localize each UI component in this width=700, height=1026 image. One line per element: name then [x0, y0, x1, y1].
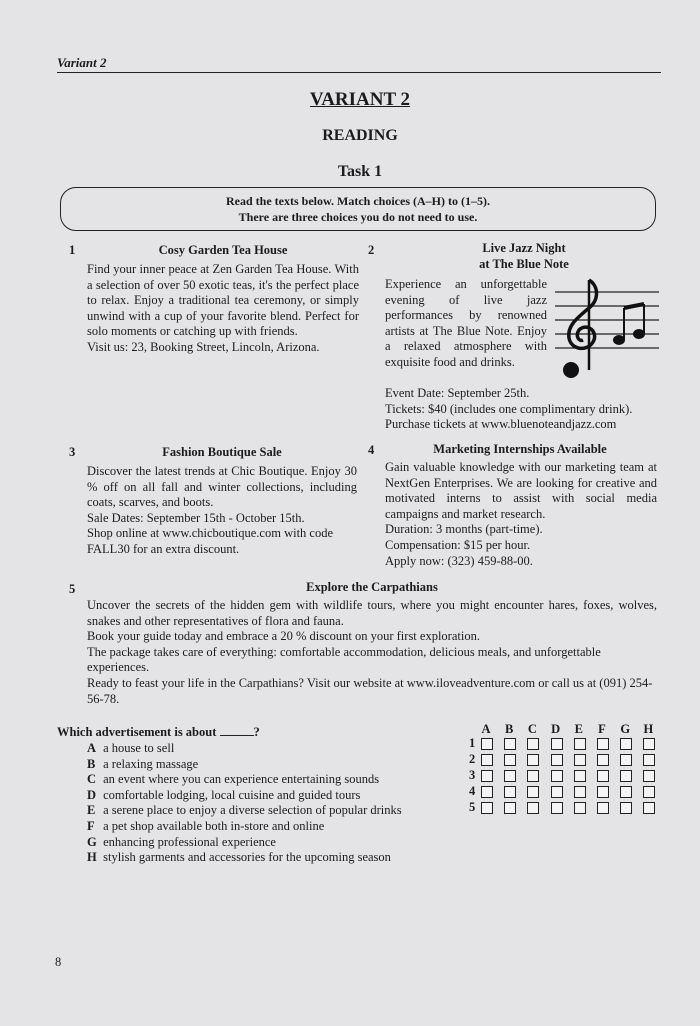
answer-checkbox-2-b[interactable]	[504, 754, 516, 766]
ad-body-2	[385, 277, 547, 371]
answer-checkbox-1-g[interactable]	[620, 738, 632, 750]
option-text: a serene place to enjoy a diverse selection of popular drinks	[103, 803, 402, 818]
header-divider	[57, 72, 661, 73]
answer-checkbox-4-g[interactable]	[620, 786, 632, 798]
answer-checkbox-3-h[interactable]	[643, 770, 655, 782]
answer-checkbox-3-g[interactable]	[620, 770, 632, 782]
answer-checkbox-4-c[interactable]	[527, 786, 539, 798]
question-blank	[220, 735, 254, 736]
ad-extra-3-1: Shop online at www.chicboutique.com with code	[87, 526, 334, 541]
answer-checkbox-2-g[interactable]	[620, 754, 632, 766]
question-prompt	[57, 725, 260, 740]
grid-row-number: 5	[469, 800, 476, 814]
grid-row-number: 4	[469, 784, 476, 798]
ad-number-5: 5	[69, 582, 76, 596]
ad-title-1: Cosy Garden Tea House	[158, 243, 288, 257]
answer-checkbox-2-a[interactable]	[481, 754, 493, 766]
option-letter: E	[87, 803, 96, 818]
ad-title-2-line-2: at The Blue Note	[479, 257, 569, 271]
ad-number-1: 1	[69, 243, 76, 257]
option-letter: H	[87, 850, 97, 865]
ad-extra-4-1: Compensation: $15 per hour.	[385, 537, 531, 552]
ad-extra-4-0: Duration: 3 months (part-time).	[385, 522, 543, 537]
page-title	[0, 89, 700, 111]
task-title: Task 1	[337, 163, 383, 180]
answer-checkbox-3-f[interactable]	[597, 770, 609, 782]
grid-column-header: D	[551, 722, 561, 736]
ad-text-3: Discover the latest trends at Chic Boutique. Enjoy 30 % off on all fall and winter collections, including coats, scarves, and boots.	[87, 464, 357, 510]
answer-checkbox-2-d[interactable]	[551, 754, 563, 766]
ad-text-1: Find your inner peace at Zen Garden Tea House. With a selection of over 50 exotic teas, it's the perfect place to relax. Enjoy a traditional tea ceremony, or simply unwind with a cup of your favorite blend. Perfect for solo moments or catching up with friends.	[87, 262, 359, 339]
answer-checkbox-3-b[interactable]	[504, 770, 516, 782]
ad-details-2	[385, 386, 665, 433]
option-letter: B	[87, 756, 96, 771]
ad-number-3: 3	[69, 445, 76, 459]
ad-title-4: Marketing Internships Available	[433, 442, 607, 456]
answer-checkbox-1-b[interactable]	[504, 738, 516, 750]
ad-text-5: Uncover the secrets of the hidden gem with wildlife tours, where you might encounter hares, foxes, wolves, snakes and other representatives of flora and fauna.	[87, 598, 657, 628]
answer-checkbox-2-f[interactable]	[597, 754, 609, 766]
option-text: a house to sell	[103, 741, 175, 755]
answer-checkbox-1-e[interactable]	[574, 738, 586, 750]
answer-checkbox-2-h[interactable]	[643, 754, 655, 766]
option-c	[87, 772, 402, 788]
answer-checkbox-4-b[interactable]	[504, 786, 516, 798]
ad-title-2-line-1: Live Jazz Night	[482, 241, 566, 255]
ad-body-5	[87, 598, 657, 707]
answer-checkbox-5-b[interactable]	[504, 802, 516, 814]
music-note-icon	[555, 278, 659, 384]
ad-title-2	[455, 240, 593, 272]
option-text: an event where you can experience entertaining sounds	[103, 772, 380, 787]
options-list	[87, 741, 402, 866]
instruction-line-2: There are three choices you do not need to use.	[238, 210, 478, 224]
option-b	[87, 757, 402, 773]
ad-body-1	[87, 262, 359, 356]
option-f	[87, 819, 402, 835]
ad-number-4: 4	[368, 443, 375, 457]
answer-checkbox-5-f[interactable]	[597, 802, 609, 814]
answer-checkbox-4-d[interactable]	[551, 786, 563, 798]
answer-checkbox-4-a[interactable]	[481, 786, 493, 798]
grid-column-header: C	[527, 722, 537, 736]
answer-checkbox-3-a[interactable]	[481, 770, 493, 782]
option-letter: G	[87, 834, 97, 849]
instruction-box	[60, 187, 656, 231]
answer-checkbox-2-c[interactable]	[527, 754, 539, 766]
ad-extra-3-0: Sale Dates: September 15th - October 15th.	[87, 510, 305, 525]
ad-text-2: Experience an unforgettable evening of live jazz performances by renowned artists at The Blue Note. Enjoy a relaxed atmosphere with exquisite food and drinks.	[385, 277, 547, 369]
ad-number-2: 2	[368, 243, 375, 257]
page-title-text: VARIANT 2	[309, 89, 411, 110]
answer-checkbox-1-f[interactable]	[597, 738, 609, 750]
question-prefix: Which advertisement is about	[57, 725, 217, 739]
answer-checkbox-3-d[interactable]	[551, 770, 563, 782]
ad-body-3	[87, 464, 357, 558]
grid-row-number: 3	[469, 768, 476, 782]
option-text: comfortable lodging, local cuisine and guided tours	[103, 787, 361, 802]
answer-checkbox-4-f[interactable]	[597, 786, 609, 798]
grid-column-header: E	[574, 722, 583, 736]
section-title: READING	[322, 127, 398, 144]
ad-extra-2-0: Event Date: September 25th.	[385, 386, 530, 400]
answer-checkbox-5-c[interactable]	[527, 802, 539, 814]
answer-checkbox-4-e[interactable]	[574, 786, 586, 798]
ad-extra-5-0: Book your guide today and embrace a 20 % discount on your first exploration.	[87, 629, 480, 644]
option-g	[87, 835, 402, 851]
answer-checkbox-3-c[interactable]	[527, 770, 539, 782]
grid-column-header: A	[481, 722, 491, 736]
question-suffix: ?	[253, 725, 260, 739]
answer-checkbox-5-d[interactable]	[551, 802, 563, 814]
option-letter: A	[87, 741, 97, 755]
grid-column-header: B	[505, 722, 514, 736]
answer-checkbox-5-e[interactable]	[574, 802, 586, 814]
ad-title-5: Explore the Carpathians	[306, 580, 438, 594]
grid-row-number: 2	[469, 752, 476, 766]
option-a	[87, 741, 402, 757]
grid-column-header: H	[643, 722, 654, 736]
option-h	[87, 850, 402, 866]
option-e	[87, 803, 402, 819]
option-text: enhancing professional experience	[103, 834, 276, 849]
ad-body-4	[385, 460, 657, 569]
option-text: stylish garments and accessories for the upcoming season	[103, 850, 391, 865]
ad-extra-2-2: Purchase tickets at www.bluenoteandjazz.com	[385, 417, 617, 432]
ad-extra-2-1: Tickets: $40 (includes one complimentary drink).	[385, 401, 633, 416]
option-letter: D	[87, 787, 97, 802]
instruction-line-1: Read the texts below. Match choices (A–H) to (1–5).	[226, 194, 490, 208]
answer-checkbox-5-h[interactable]	[643, 802, 655, 814]
answer-checkbox-5-g[interactable]	[620, 802, 632, 814]
answer-checkbox-2-e[interactable]	[574, 754, 586, 766]
answer-checkbox-4-h[interactable]	[643, 786, 655, 798]
grid-column-header: F	[598, 722, 606, 736]
ad-extra-3-2: FALL30 for an extra discount.	[87, 541, 240, 556]
ad-extra-4-2: Apply now: (323) 459-88-00.	[385, 553, 533, 568]
ad-text-4: Gain valuable knowledge with our marketing team at NextGen Enterprises. We are looking for creative and motivated interns to assist with social media campaigns and market research.	[385, 460, 657, 521]
grid-column-header: G	[620, 722, 631, 736]
page-number: 8	[55, 955, 62, 969]
answer-checkbox-1-d[interactable]	[551, 738, 563, 750]
answer-checkbox-3-e[interactable]	[574, 770, 586, 782]
ad-extra-5-2: Ready to feast your life in the Carpathians? Visit our website at www.iloveadventure.com or call us at (091) 254-56-78.	[87, 675, 653, 706]
option-d	[87, 788, 402, 804]
ad-extra-5-1: The package takes care of everything: comfortable accommodation, delicious meals, and unforgettable experiences.	[87, 644, 601, 675]
answer-checkbox-1-a[interactable]	[481, 738, 493, 750]
grid-row-number: 1	[469, 736, 476, 750]
answer-checkbox-1-c[interactable]	[527, 738, 539, 750]
option-text: a pet shop available both in-store and online	[103, 818, 325, 833]
ad-title-3: Fashion Boutique Sale	[162, 445, 282, 459]
running-header: Variant 2	[57, 55, 107, 70]
option-letter: F	[87, 818, 95, 833]
option-letter: C	[87, 772, 97, 787]
answer-checkbox-5-a[interactable]	[481, 802, 493, 814]
answer-checkbox-1-h[interactable]	[643, 738, 655, 750]
ad-extra-1-0: Visit us: 23, Booking Street, Lincoln, Arizona.	[87, 339, 320, 354]
option-text: a relaxing massage	[103, 756, 199, 771]
